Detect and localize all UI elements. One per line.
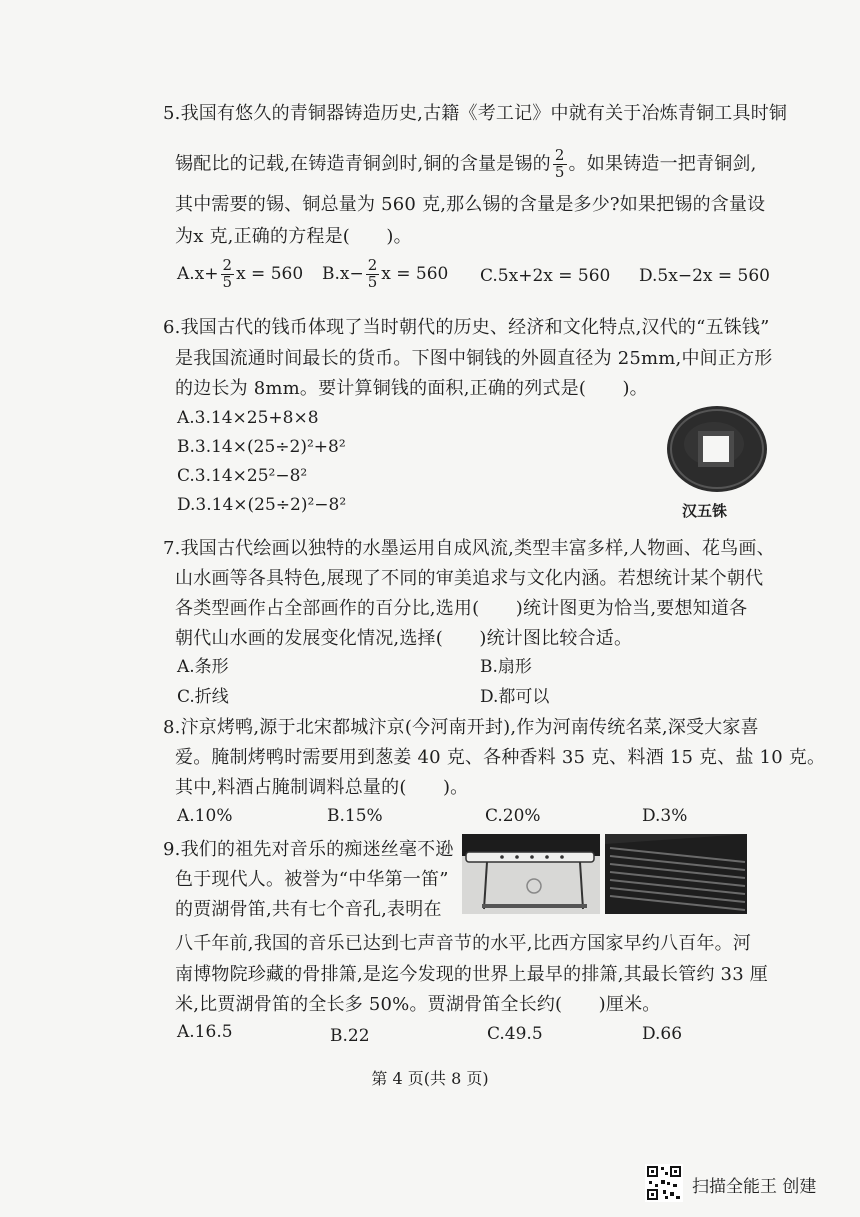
q9-line-5: 南博物院珍藏的骨排箫,是迄今发现的世界上最早的排箫,其最长管约 33 厘	[175, 964, 768, 985]
q9-line-4: 八千年前,我国的音乐已达到七声音节的水平,比西方国家早约八百年。河	[175, 933, 752, 954]
q6-line-2: 是我国流通时间最长的货币。下图中铜钱的外圆直径为 25mm,中间正方形	[175, 348, 773, 369]
q9-line-6: 米,比贾湖骨笛的全长多 50%。贾湖骨笛全长约( )厘米。	[175, 994, 661, 1015]
q7-option-c[interactable]: C.折线	[177, 687, 229, 707]
bone-panpipe-image	[605, 834, 747, 914]
q5-option-a-post: x = 560	[236, 263, 304, 284]
q5-line-2	[175, 148, 757, 181]
q7-line-4: 朝代山水画的发展变化情况,选择( )统计图比较合适。	[175, 628, 633, 649]
coin-caption: 汉五铢	[682, 502, 728, 520]
coin-image	[662, 404, 772, 494]
q5-option-a[interactable]	[177, 258, 303, 291]
q7-option-b[interactable]: B.扇形	[480, 657, 532, 677]
page-number: 第 4 页(共 8 页)	[371, 1069, 489, 1088]
q9-line-2: 色于现代人。被誉为“中华第一笛”	[175, 869, 449, 890]
q6-option-b[interactable]: B.3.14×(25÷2)²+8²	[177, 437, 346, 457]
bone-flute-image	[462, 834, 600, 914]
q6-line-3: 的边长为 8mm。要计算铜钱的面积,正确的列式是( )。	[175, 378, 648, 399]
q7-option-d[interactable]: D.都可以	[480, 687, 550, 707]
q5-frac-num: 2	[554, 146, 565, 164]
q5-option-a-pre: A.x+	[177, 263, 219, 284]
q5-option-b-frac	[366, 258, 380, 291]
q7-line-2: 山水画等各具特色,展现了不同的审美追求与文化内涵。若想统计某个朝代	[175, 568, 764, 589]
q5-line-2a: 锡配比的记载,在铸造青铜剑时,铜的含量是锡的	[175, 153, 551, 175]
q8-option-c[interactable]: C.20%	[485, 806, 541, 826]
q6-line-1: 6.我国古代的钱币体现了当时朝代的历史、经济和文化特点,汉代的“五铢钱”	[163, 317, 770, 338]
q5-fraction	[553, 148, 567, 181]
q7-option-a[interactable]: A.条形	[177, 657, 229, 677]
q9-option-b[interactable]: B.22	[330, 1026, 370, 1046]
q5-option-c[interactable]: C.5x+2x = 560	[480, 266, 611, 286]
q6-option-a[interactable]: A.3.14×25+8×8	[177, 408, 319, 428]
q9-line-3: 的贾湖骨笛,共有七个音孔,表明在	[175, 899, 442, 920]
q9-option-d[interactable]: D.66	[642, 1024, 683, 1044]
q5-line-2b: 。如果铸造一把青铜剑,	[568, 153, 757, 175]
q5-option-a-frac	[221, 258, 235, 291]
q5-line-4: 为x 克,正确的方程是( )。	[175, 226, 412, 247]
q5-option-b-post: x = 560	[381, 263, 449, 284]
scanner-brand-label: 扫描全能王 创建	[692, 1177, 817, 1197]
q5-option-d[interactable]: D.5x−2x = 560	[639, 266, 770, 286]
qr-code-icon	[645, 1164, 683, 1202]
q9-line-1: 9.我们的祖先对音乐的痴迷丝毫不逊	[163, 839, 454, 860]
q5-option-a-den: 5	[222, 272, 233, 291]
q7-line-3: 各类型画作占全部画作的百分比,选用( )统计图更为恰当,要想知道各	[175, 598, 748, 619]
q8-option-b[interactable]: B.15%	[327, 806, 383, 826]
q9-option-c[interactable]: C.49.5	[487, 1024, 543, 1044]
q5-frac-den: 5	[554, 162, 565, 181]
q5-line-1: 5.我国有悠久的青铜器铸造历史,古籍《考工记》中就有关于冶炼青铜工具时铜	[163, 103, 788, 124]
q9-option-a[interactable]: A.16.5	[177, 1022, 233, 1042]
q8-line-2: 爱。腌制烤鸭时需要用到葱姜 40 克、各种香料 35 克、料酒 15 克、盐 10 克。	[175, 747, 826, 768]
q8-option-d[interactable]: D.3%	[642, 806, 688, 826]
q5-option-a-num: 2	[222, 256, 233, 274]
q5-option-b-pre: B.x−	[322, 263, 364, 284]
q5-option-b-den: 5	[367, 272, 378, 291]
q5-option-b[interactable]	[322, 258, 448, 291]
q8-option-a[interactable]: A.10%	[177, 806, 233, 826]
q5-line-3: 其中需要的锡、铜总量为 560 克,那么锡的含量是多少?如果把锡的含量设	[175, 194, 766, 215]
q6-option-d[interactable]: D.3.14×(25÷2)²−8²	[177, 495, 347, 515]
q8-line-1: 8.汴京烤鸭,源于北宋都城汴京(今河南开封),作为河南传统名菜,深受大家喜	[163, 717, 759, 738]
q7-line-1: 7.我国古代绘画以独特的水墨运用自成风流,类型丰富多样,人物画、花鸟画、	[163, 538, 775, 559]
q5-option-b-num: 2	[367, 256, 378, 274]
q6-option-c[interactable]: C.3.14×25²−8²	[177, 466, 308, 486]
q8-line-3: 其中,料酒占腌制调料总量的( )。	[175, 777, 469, 798]
